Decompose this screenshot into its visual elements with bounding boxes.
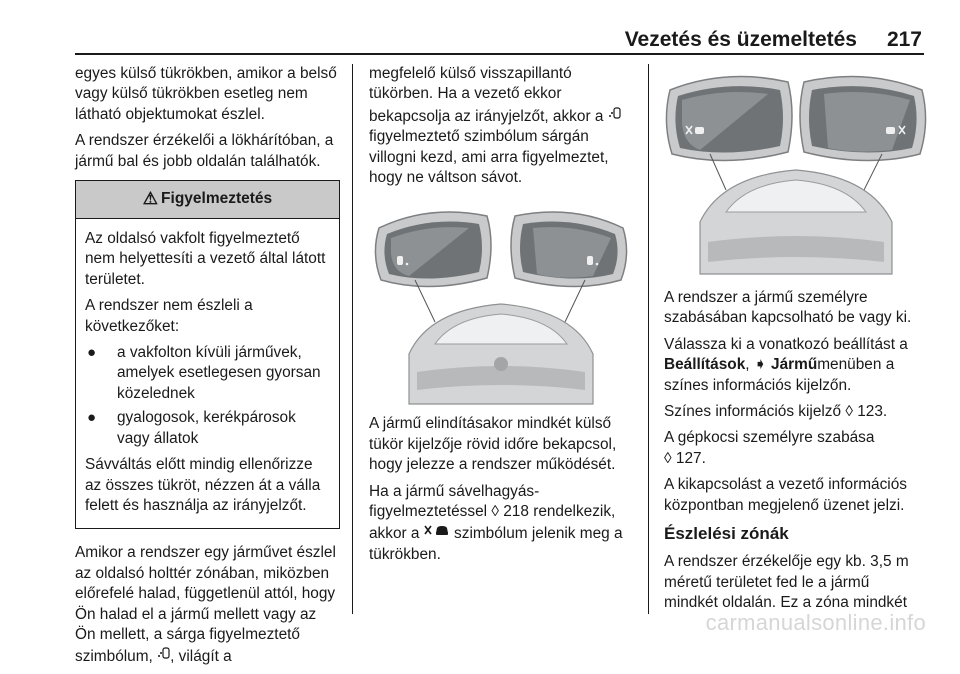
warning-paragraph: Sávváltás előtt mindig ellenőrizze az összes tükröt, nézzen át a válla felett és használja az irányjelzőt. <box>85 456 321 514</box>
bullet-icon: ● <box>87 344 97 362</box>
side-blind-zone-icon <box>608 108 621 122</box>
paragraph: A rendszer érzékelője egy kb. 3,5 m méretű területet fed le a jármű mindkét oldalán. Ez a zóna mindkét <box>664 553 909 612</box>
warning-body <box>76 219 339 528</box>
reference-arrow-icon: ◊ <box>491 503 499 521</box>
column-3 <box>664 64 926 620</box>
watermark: carmanualsonline.info <box>705 610 926 635</box>
menu-item-settings: Beállítások <box>664 356 746 374</box>
column-divider-1 <box>352 64 353 614</box>
paragraph: megfelelő külső visszapillantó tükörben. Ha a vezető ekkor bekapcsolja az irányjelzőt, akkor a figyelmeztető szimbólum sárgán villogni kezd, ami arra figyelmeztet, hogy ne váltson sávot. <box>369 64 637 188</box>
mirror-illustration-2 <box>664 64 928 274</box>
warning-list <box>85 343 330 449</box>
mirror-illustration-svg <box>664 64 928 274</box>
paragraph: Ha a jármű sávelhagyás-figyelmeztetéssel ◊ 218 rendelkezik, akkor a szimbólum jelenik meg a tükrökben. <box>369 482 623 563</box>
paragraph: Színes információs kijelző ◊ 123. <box>664 403 888 421</box>
warning-header <box>76 181 339 219</box>
paragraph: A jármű elindításakor mindkét külső tükör kijelzője rövid időre bekapcsol, hogy jelezze a rendszer működését. <box>369 415 617 474</box>
column-2 <box>369 64 637 571</box>
warning-paragraph: Az oldalsó vakfolt figyelmeztető nem helyettesíti a vezető által látott területet. <box>85 230 326 288</box>
paragraph: A gépkocsi személyre szabása ◊ 127. <box>664 429 875 467</box>
warning-triangle-icon: ⚠ <box>142 189 159 209</box>
bullet-icon: ● <box>87 409 97 427</box>
reference-arrow-icon: ◊ <box>664 449 672 467</box>
page-title: Vezetés és üzemeltetés <box>624 28 857 51</box>
side-blind-zone-icon <box>157 648 170 662</box>
paragraph: A rendszer érzékelői a lökhárítóban, a jármű bal és jobb oldalán találhatók. <box>75 132 334 170</box>
warning-paragraph: A rendszer nem észleli a következőket: <box>85 297 253 335</box>
section-heading: Észlelési zónák <box>664 524 789 544</box>
paragraph: A rendszer a jármű személyre szabásában kapcsolható be vagy ki. <box>664 289 912 327</box>
warning-box <box>75 180 340 529</box>
list-item: ● a vakfolton kívüli járművek, amelyek esetlegesen gyorsan közelednek <box>87 344 321 402</box>
page-number: 217 <box>886 28 922 51</box>
column-1 <box>75 64 340 674</box>
paragraph: Válassza ki a vonatkozó beállítást a Beállítások, ➧ Járműmenüben a színes információs kijelzőn. <box>664 335 908 394</box>
menu-arrow-icon: ➧ <box>753 356 767 374</box>
mirror-illustration-1 <box>369 194 633 404</box>
menu-item-vehicle: Jármű <box>771 356 818 374</box>
reference-arrow-icon: ◊ <box>845 403 853 421</box>
lane-departure-icon <box>424 525 450 539</box>
warning-title: Figyelmeztetés <box>161 190 273 208</box>
paragraph: A kikapcsolást a vezető információs központban megjelenő üzenet jelzi. <box>664 476 907 514</box>
header-rule <box>75 53 924 55</box>
paragraph: egyes külső tükrökben, amikor a belső vagy külső tükrökben esetleg nem látható objektumokat észlel. <box>75 65 337 123</box>
page-header <box>0 22 960 52</box>
paragraph: Amikor a rendszer egy járművet észlel az oldalsó holttér zónában, miközben előrefelé halad, függetlenül attól, hogy Ön halad el a jármű mellett vagy az Ön mellett, a sárga figyelmeztető szimbólum, , világít a <box>75 544 336 666</box>
column-divider-2 <box>648 64 649 614</box>
list-item: ● gyalogosok, kerékpárosok vagy állatok <box>87 409 296 447</box>
mirror-illustration-svg <box>369 194 633 404</box>
